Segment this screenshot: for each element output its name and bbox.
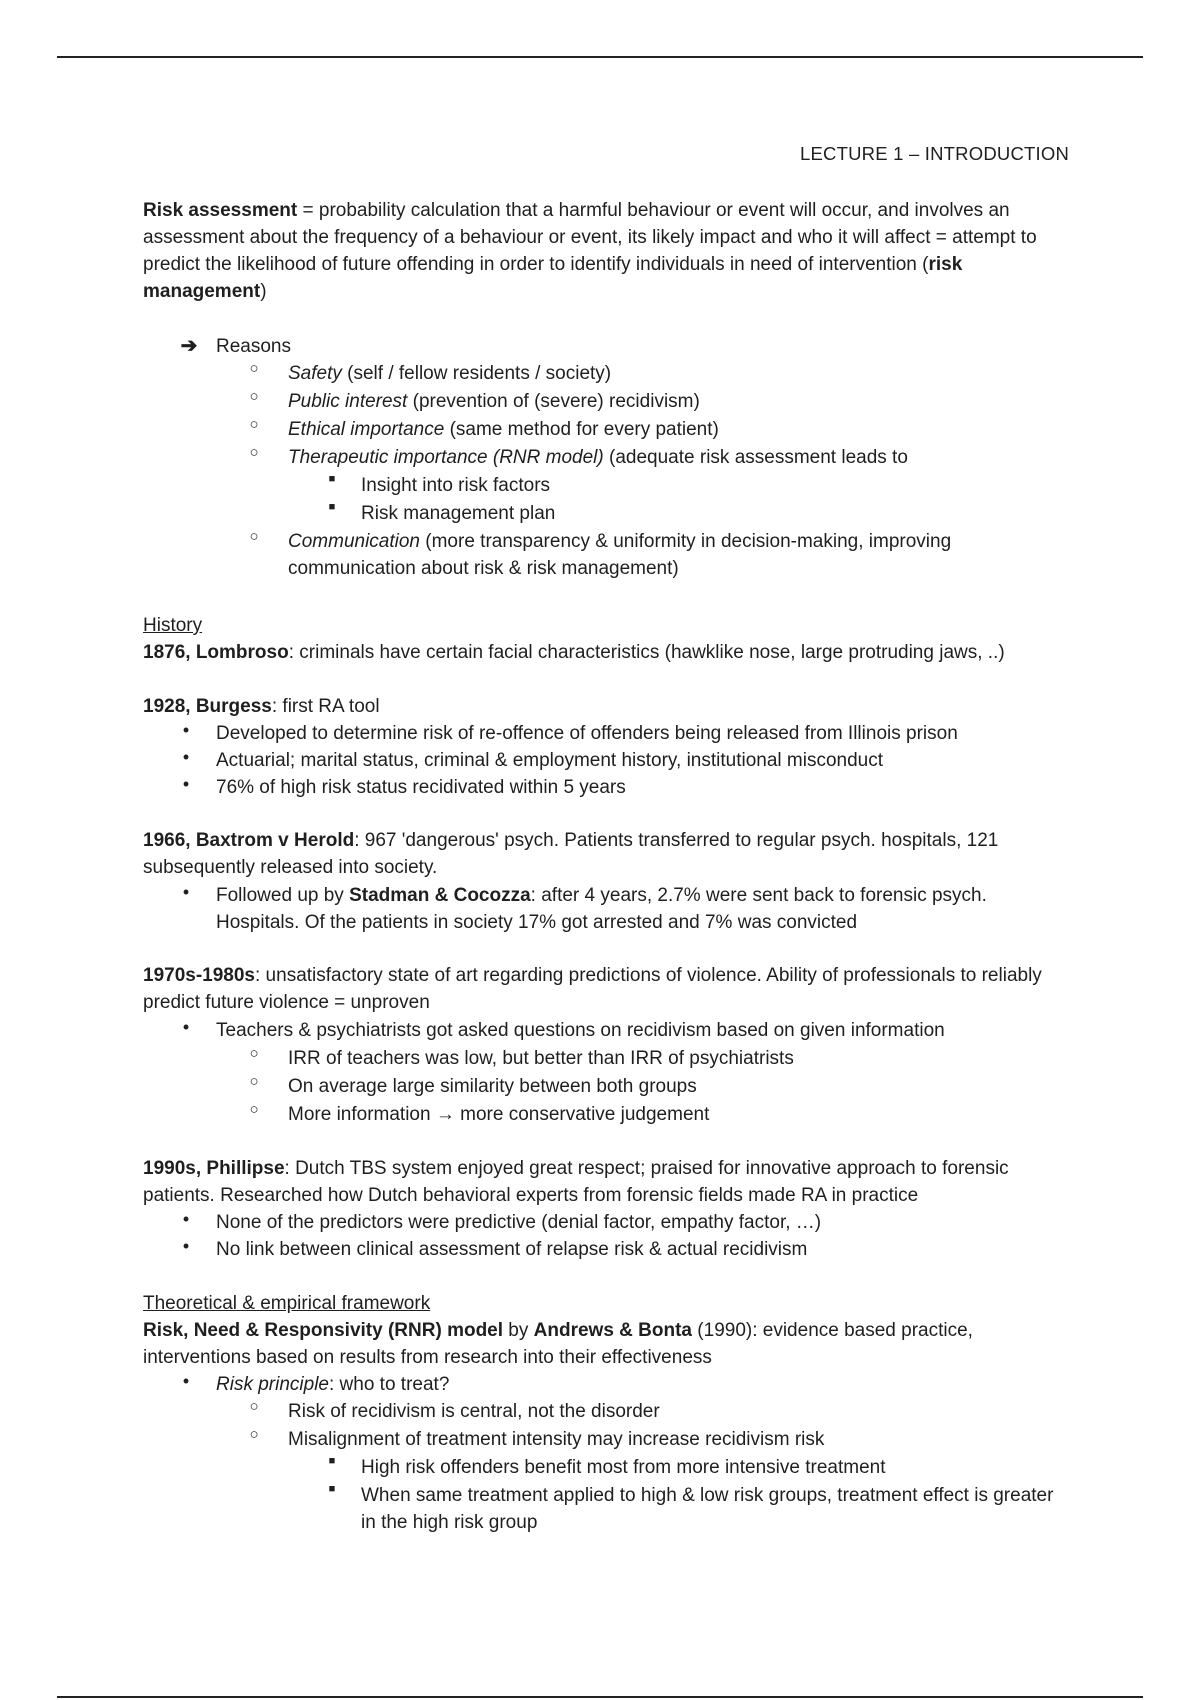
seventies-sub-item: IRR of teachers was low, but better than IRR of psychiatrists <box>288 1048 794 1069</box>
history-burgess: 1928, Burgess: first RA tool <box>143 696 380 717</box>
risk-principle: Risk principle: who to treat? <box>216 1374 450 1395</box>
circle-bullet-icon: ○ <box>249 416 259 433</box>
circle-bullet-icon: ○ <box>249 1045 259 1062</box>
burgess-bullet: 76% of high risk status recidivated within 5 years <box>216 777 626 798</box>
bottom-rule <box>57 1696 1143 1698</box>
risk-principle-sub: Risk of recidivism is central, not the disorder <box>288 1401 660 1422</box>
burgess-bullet: Developed to determine risk of re-offence of offenders being released from Illinois prison <box>216 723 958 744</box>
intro-term-2: risk management <box>143 254 963 302</box>
seventies-sub-item: On average large similarity between both groups <box>288 1076 697 1097</box>
reason-item: Ethical importance (same method for every patient) <box>288 419 719 440</box>
intro-paragraph: Risk assessment = probability calculation that a harmful behaviour or event will occur, and involves an assessment about the frequency of a behaviour or event, its likely impact and who it will affect = attempt to predict the likelihood of future offending in order to identify individuals in need of intervention (risk management) <box>143 200 1037 302</box>
circle-bullet-icon: ○ <box>249 1398 259 1415</box>
circle-bullet-icon: ○ <box>249 528 259 545</box>
nineties-bullet: No link between clinical assessment of relapse risk & actual recidivism <box>216 1239 808 1260</box>
history-baxtrom: 1966, Baxtrom v Herold: 967 'dangerous' psych. Patients transferred to regular psych. hospitals, 121 subsequently released into society. <box>143 830 999 878</box>
reason-sub-item: Risk management plan <box>361 503 556 524</box>
dot-bullet-icon: • <box>182 1017 190 1037</box>
history-lombroso: 1876, Lombroso: criminals have certain facial characteristics (hawklike nose, large protruding jaws, ..) <box>143 642 1005 663</box>
dot-bullet-icon: • <box>182 1371 190 1391</box>
reason-item: Safety (self / fellow residents / society) <box>288 363 612 384</box>
intro-term: Risk assessment <box>143 200 298 221</box>
burgess-bullet: Actuarial; marital status, criminal & employment history, institutional misconduct <box>216 750 884 771</box>
square-bullet-icon: ■ <box>328 1455 336 1467</box>
dot-bullet-icon: • <box>182 882 190 902</box>
reasons-label: Reasons <box>216 336 291 357</box>
history-heading: History <box>143 615 203 636</box>
reason-item: Communication (more transparency & uniformity in decision-making, improving communication about risk & risk management) <box>288 531 952 579</box>
top-rule <box>57 56 1143 58</box>
risk-principle-sub: Misalignment of treatment intensity may increase recidivism risk <box>288 1429 825 1450</box>
arrow-bullet-icon: ➔ <box>180 335 198 357</box>
seventies-bullet: Teachers & psychiatrists got asked questions on recidivism based on given information <box>216 1020 945 1041</box>
circle-bullet-icon: ○ <box>249 388 259 405</box>
framework-heading: Theoretical & empirical framework <box>143 1293 431 1314</box>
seventies-sub-item: More information → more conservative judgement <box>288 1104 710 1125</box>
history-seventies: 1970s-1980s: unsatisfactory state of art regarding predictions of violence. Ability of professionals to reliably predict future violence = unproven <box>143 965 1042 1013</box>
circle-bullet-icon: ○ <box>249 360 259 377</box>
risk-principle-subsub: When same treatment applied to high & low risk groups, treatment effect is greater in the high risk group <box>361 1485 1054 1533</box>
square-bullet-icon: ■ <box>328 473 336 485</box>
dot-bullet-icon: • <box>182 1209 190 1229</box>
circle-bullet-icon: ○ <box>249 444 259 461</box>
dot-bullet-icon: • <box>182 720 190 740</box>
circle-bullet-icon: ○ <box>249 1073 259 1090</box>
history-nineties: 1990s, Phillipse: Dutch TBS system enjoyed great respect; praised for innovative approach to forensic patients. Researched how Dutch behavioral experts from forensic fields made RA in practice <box>143 1158 1009 1206</box>
square-bullet-icon: ■ <box>328 501 336 513</box>
circle-bullet-icon: ○ <box>249 1101 259 1118</box>
baxtrom-bullet: Followed up by Stadman & Cocozza: after 4 years, 2.7% were sent back to forensic psych. Hospitals. Of the patients in society 17% got arrested and 7% was convicted <box>216 885 987 933</box>
square-bullet-icon: ■ <box>328 1483 336 1495</box>
page-title: LECTURE 1 – INTRODUCTION <box>800 143 1069 164</box>
reason-sub-item: Insight into risk factors <box>361 475 551 496</box>
framework-rnr: Risk, Need & Responsivity (RNR) model by Andrews & Bonta (1990): evidence based practice, interventions based on results from research into their effectiveness <box>143 1320 973 1368</box>
dot-bullet-icon: • <box>182 774 190 794</box>
risk-principle-subsub: High risk offenders benefit most from more intensive treatment <box>361 1457 886 1478</box>
dot-bullet-icon: • <box>182 747 190 767</box>
arrow-right-icon: → <box>435 1104 455 1125</box>
nineties-bullet: None of the predictors were predictive (denial factor, empathy factor, …) <box>216 1212 822 1233</box>
dot-bullet-icon: • <box>182 1236 190 1256</box>
reason-item: Therapeutic importance (RNR model) (adequate risk assessment leads to <box>288 447 908 468</box>
reason-item: Public interest (prevention of (severe) recidivism) <box>288 391 700 412</box>
circle-bullet-icon: ○ <box>249 1426 259 1443</box>
